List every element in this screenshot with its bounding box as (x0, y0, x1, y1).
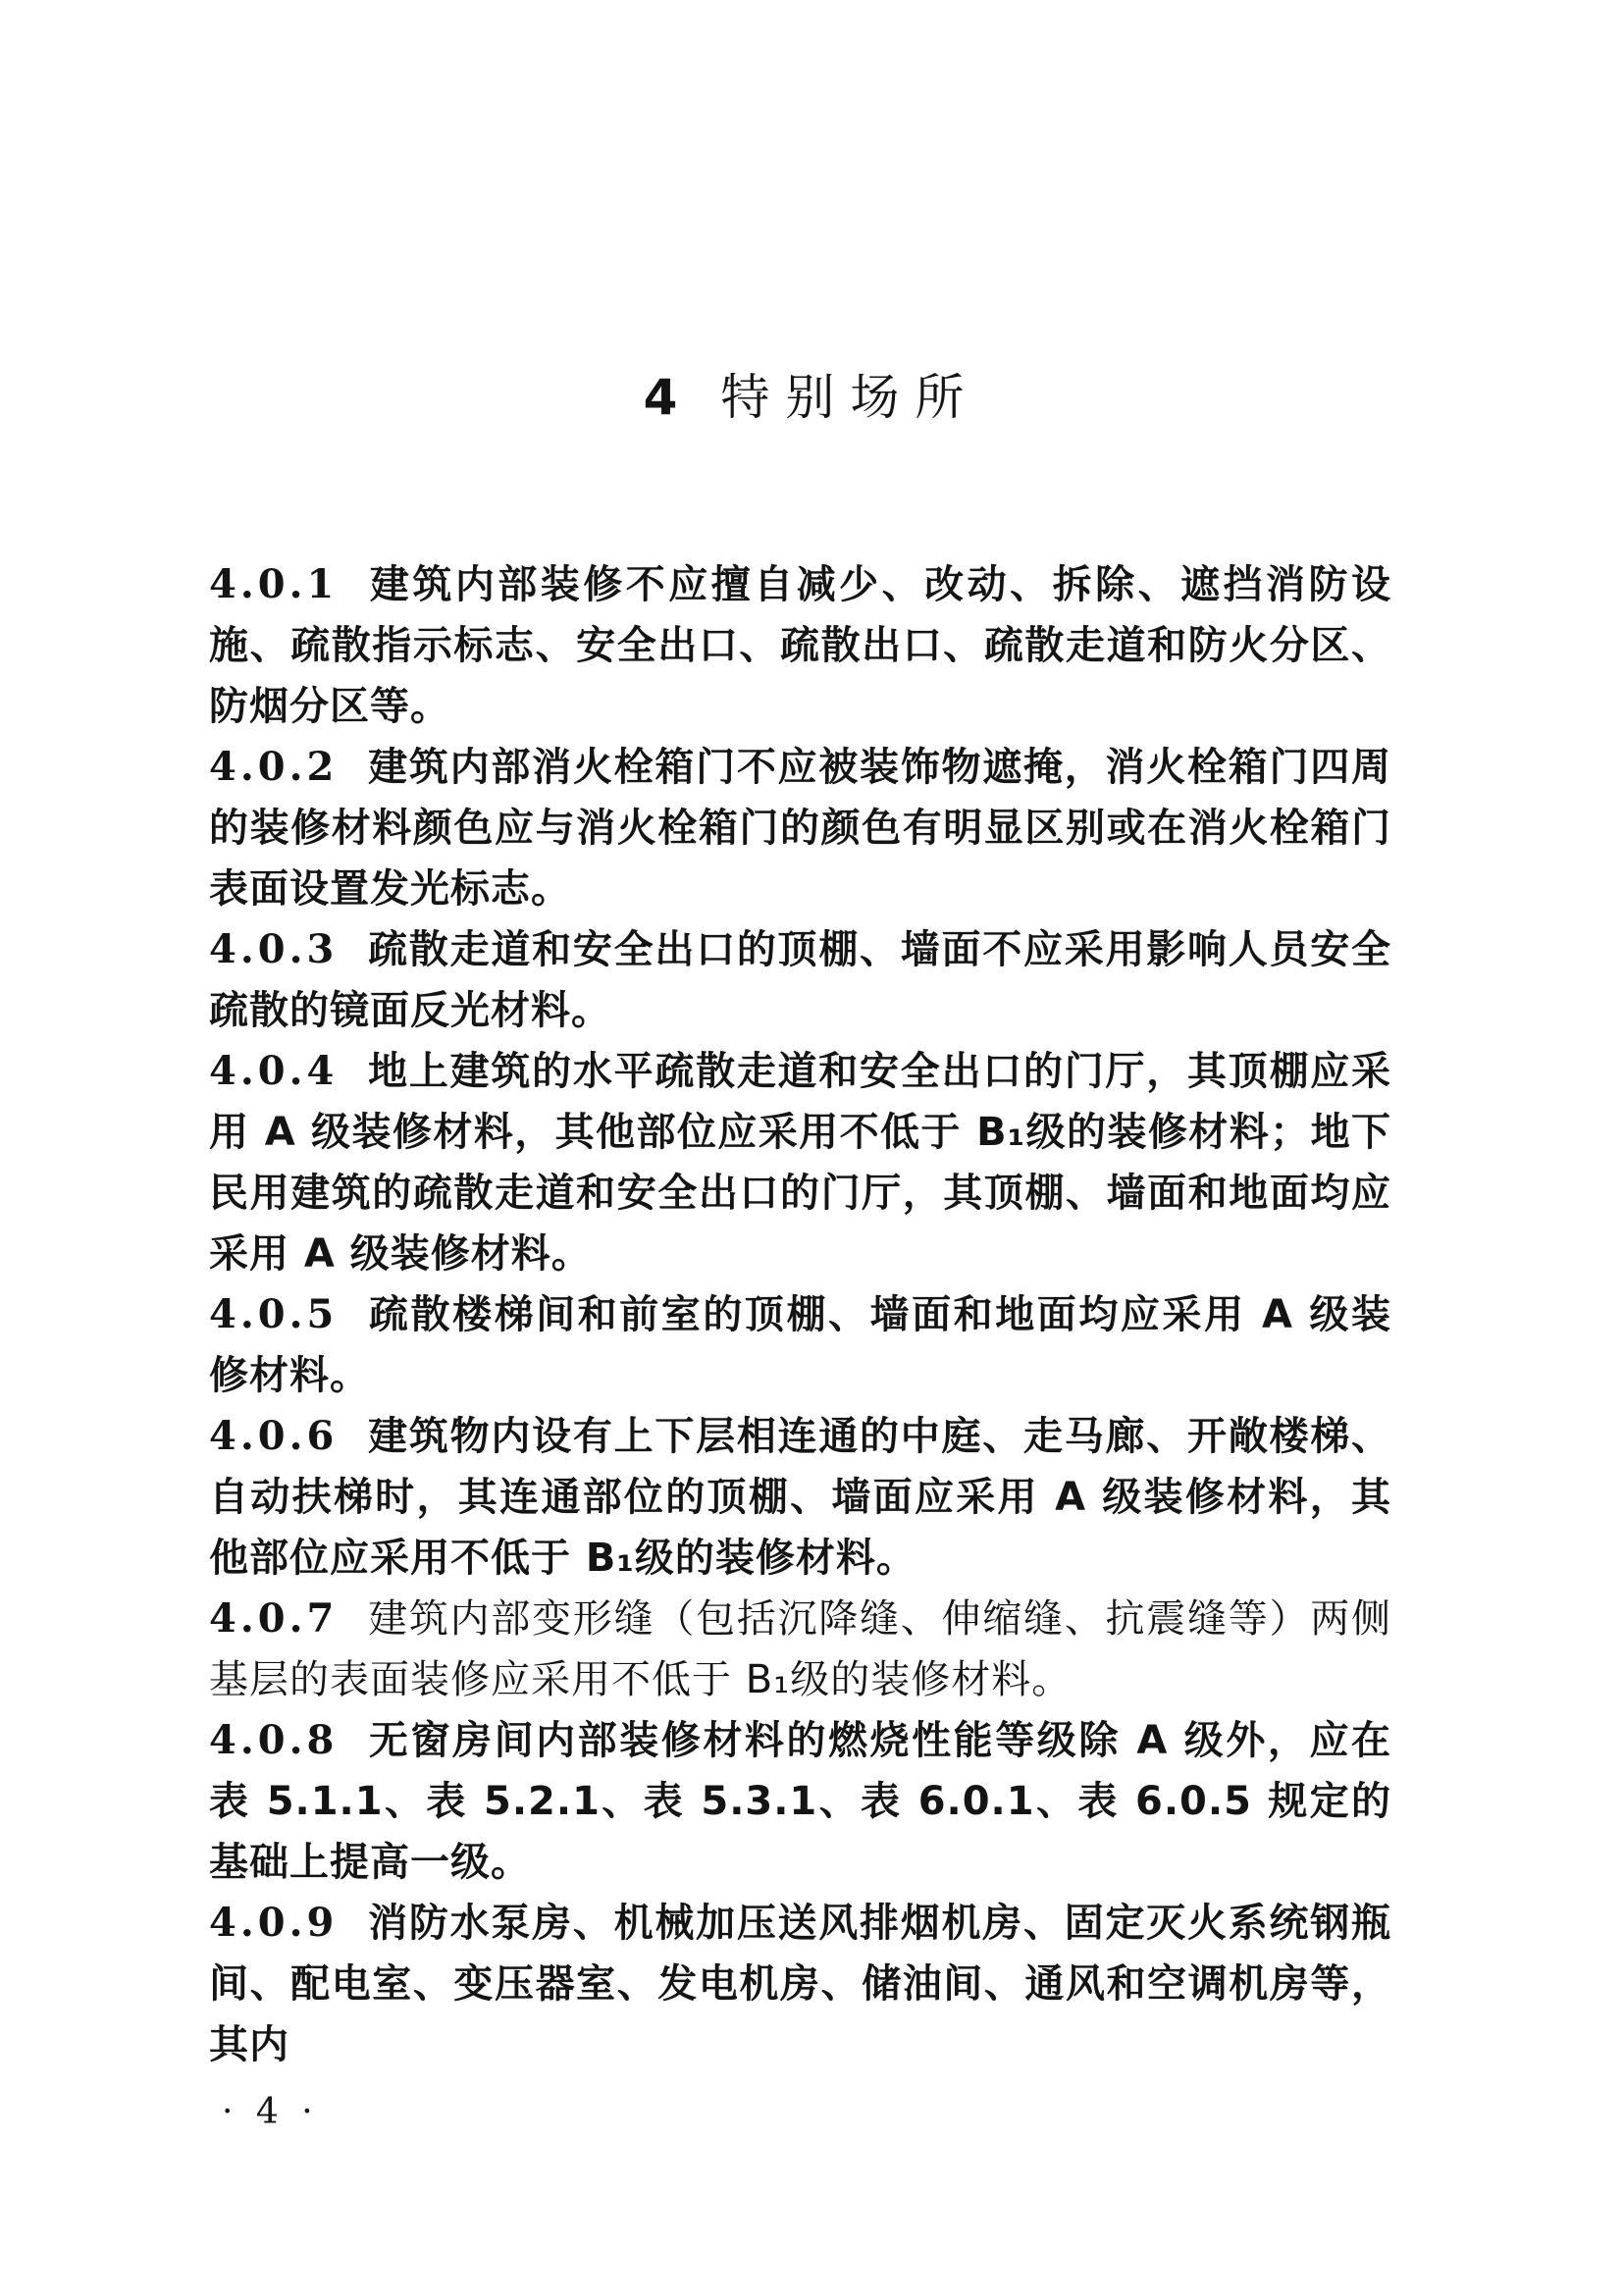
chapter-number: 4 (643, 369, 678, 426)
chapter-title (0, 363, 1623, 432)
clause-number: 4.0.8 (209, 1717, 339, 1763)
clause-text: 疏散楼梯间和前室的顶棚、墙面和地面均应采用 A 级装修材料。 (209, 1292, 1391, 1398)
clause-number: 4.0.2 (209, 744, 339, 790)
clause-4-0-4 (209, 1041, 1391, 1284)
clause-number: 4.0.6 (209, 1413, 339, 1459)
clause-4-0-9 (209, 1893, 1391, 2075)
clause-text: 建筑内部消火栓箱门不应被装饰物遮掩，消火栓箱门四周的装修材料颜色应与消火栓箱门的颜色有明显区别或在消火栓箱门表面设置发光标志。 (209, 745, 1391, 912)
clause-4-0-6 (209, 1406, 1391, 1589)
clause-list (209, 554, 1391, 2075)
clause-4-0-2 (209, 737, 1391, 919)
clause-number: 4.0.7 (209, 1595, 339, 1642)
clause-number: 4.0.3 (209, 926, 339, 972)
page-number: · 4 · (222, 2092, 319, 2132)
clause-4-0-1 (209, 554, 1391, 737)
clause-4-0-3 (209, 919, 1391, 1041)
clause-text: 消防水泵房、机械加压送风排烟机房、固定灭火系统钢瓶间、配电室、变压器室、发电机房、储油间、通风和空调机房等，其内 (209, 1901, 1391, 2067)
chapter-name: 特别场所 (720, 369, 980, 426)
clause-text: 建筑内部装修不应擅自减少、改动、拆除、遮挡消防设施、疏散指示标志、安全出口、疏散出口、疏散走道和防火分区、防烟分区等。 (209, 562, 1391, 729)
clause-text: 疏散走道和安全出口的顶棚、墙面不应采用影响人员安全疏散的镜面反光材料。 (209, 927, 1391, 1033)
clause-number: 4.0.1 (209, 561, 339, 607)
clause-4-0-5 (209, 1284, 1391, 1406)
clause-text: 建筑物内设有上下层相连通的中庭、走马廊、开敞楼梯、自动扶梯时，其连通部位的顶棚、墙面应采用 A 级装修材料，其他部位应采用不低于 B₁级的装修材料。 (209, 1414, 1391, 1581)
clause-text: 无窗房间内部装修材料的燃烧性能等级除 A 级外，应在表 5.1.1、表 5.2.1、表 5.3.1、表 6.0.1、表 6.0.5 规定的基础上提高一级。 (209, 1718, 1391, 1885)
clause-number: 4.0.5 (209, 1291, 339, 1337)
clause-text: 地上建筑的水平疏散走道和安全出口的门厅，其顶棚应采用 A 级装修材料，其他部位应采用不低于 B₁级的装修材料；地下民用建筑的疏散走道和安全出口的门厅，其顶棚、墙面和地面均应采用 A 级装修材料。 (209, 1049, 1391, 1277)
clause-number: 4.0.9 (209, 1900, 339, 1946)
clause-text: 建筑内部变形缝（包括沉降缝、伸缩缝、抗震缝等）两侧基层的表面装修应采用不低于 B₁级的装修材料。 (209, 1596, 1391, 1702)
clause-4-0-7 (209, 1589, 1391, 1710)
clause-4-0-8 (209, 1710, 1391, 1893)
clause-number: 4.0.4 (209, 1048, 339, 1094)
